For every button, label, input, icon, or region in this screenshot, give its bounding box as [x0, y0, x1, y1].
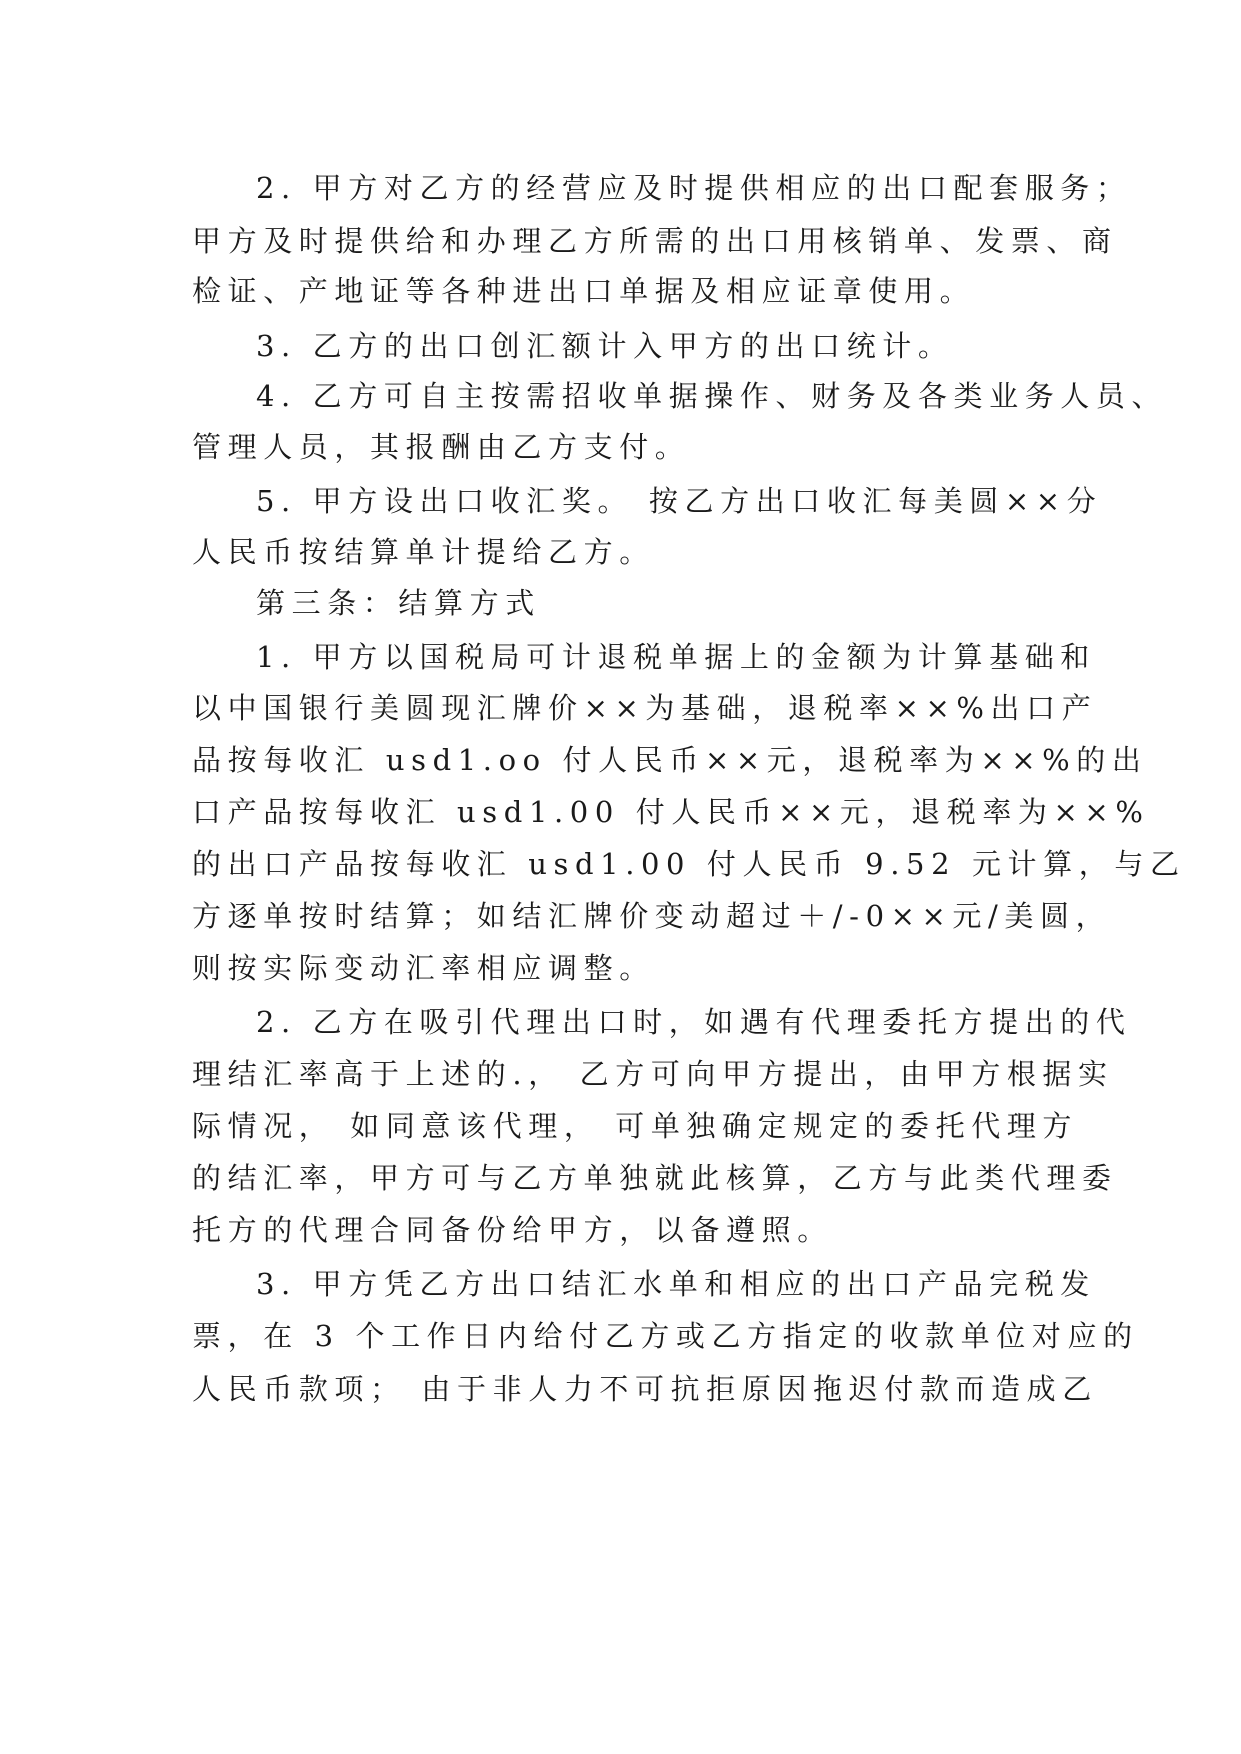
section-heading: 第三条：结算方式 [256, 586, 541, 620]
text-line: 理结汇率高于上述的.， 乙方可向甲方提出，由甲方根据实 [192, 1057, 1114, 1091]
text-line: 的出口产品按每收汇 usd1.00 付人民币 9.52 元计算，与乙 [192, 847, 1186, 881]
text-line: 5. 甲方设出口收汇奖。 按乙方出口收汇每美圆××分 [256, 484, 1103, 518]
text-line: 以中国银行美圆现汇牌价××为基础，退税率××%出口产 [192, 691, 1098, 725]
text-line: 人民币按结算单计提给乙方。 [192, 535, 655, 569]
text-line: 则按实际变动汇率相应调整。 [192, 951, 655, 985]
text-line: 的结汇率，甲方可与乙方单独就此核算，乙方与此类代理委 [192, 1161, 1118, 1195]
text-line: 口产品按每收汇 usd1.00 付人民币××元，退税率为××% [192, 795, 1150, 829]
text-line: 人民币款项； 由于非人力不可抗拒原因拖迟付款而造成乙 [192, 1372, 1098, 1406]
text-line: 方逐单按时结算；如结汇牌价变动超过＋/-0××元/美圆， [192, 899, 1112, 933]
text-line: 际情况， 如同意该代理， 可单独确定规定的委托代理方 [192, 1109, 1079, 1143]
text-line: 托方的代理合同备份给甲方，以备遵照。 [192, 1213, 833, 1247]
text-line: 品按每收汇 usd1.oo 付人民币××元，退税率为××%的出 [192, 743, 1148, 777]
text-line: 票，在 3 个工作日内给付乙方或乙方指定的收款单位对应的 [192, 1319, 1139, 1353]
text-line: 2. 乙方在吸引代理出口时，如遇有代理委托方提出的代 [256, 1005, 1132, 1039]
text-line: 管理人员，其报酬由乙方支付。 [192, 430, 691, 464]
text-line: 甲方及时提供给和办理乙方所需的出口用核销单、发票、商 [192, 224, 1118, 258]
text-line: 检证、产地证等各种进出口单据及相应证章使用。 [192, 274, 976, 308]
text-line: 1. 甲方以国税局可计退税单据上的金额为计算基础和 [256, 640, 1096, 674]
text-line: 2. 甲方对乙方的经营应及时提供相应的出口配套服务； [256, 171, 1132, 205]
text-line: 4. 乙方可自主按需招收单据操作、财务及各类业务人员、 [256, 379, 1168, 413]
text-line: 3. 乙方的出口创汇额计入甲方的出口统计。 [256, 329, 954, 363]
text-line: 3. 甲方凭乙方出口结汇水单和相应的出口产品完税发 [256, 1267, 1096, 1301]
